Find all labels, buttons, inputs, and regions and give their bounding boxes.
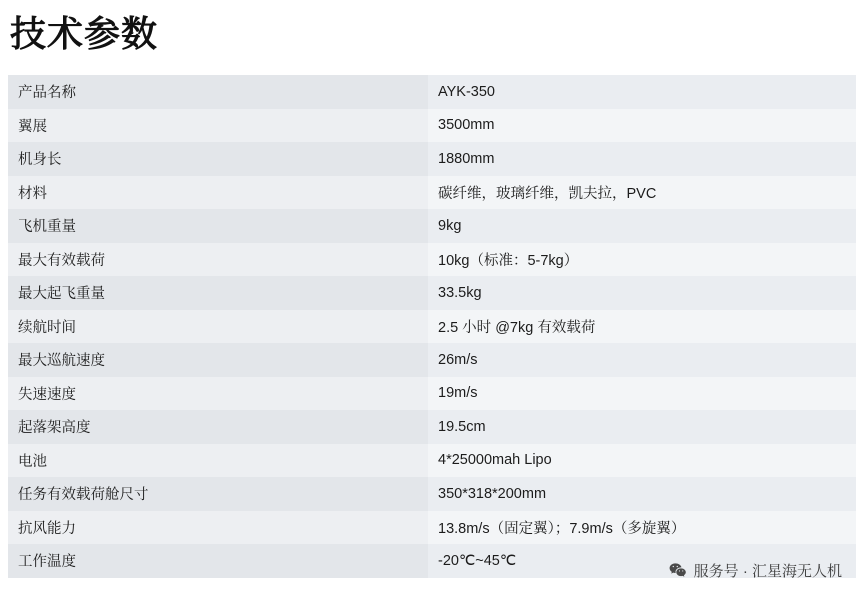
spec-value: 碳纤维，玻璃纤维，凯夫拉，PVC bbox=[428, 176, 856, 210]
table-row bbox=[8, 142, 856, 176]
table-row bbox=[8, 377, 856, 411]
spec-value: 9kg bbox=[428, 209, 856, 243]
spec-label: 飞机重量 bbox=[8, 209, 428, 243]
spec-label: 任务有效载荷舱尺寸 bbox=[8, 477, 428, 511]
table-row bbox=[8, 310, 856, 344]
specifications-table-body bbox=[8, 75, 856, 578]
table-row bbox=[8, 410, 856, 444]
page-title: 技术参数 bbox=[10, 13, 159, 54]
spec-label: 抗风能力 bbox=[8, 511, 428, 545]
table-row bbox=[8, 176, 856, 210]
spec-value: 19m/s bbox=[428, 377, 856, 411]
spec-label: 最大起飞重量 bbox=[8, 276, 428, 310]
spec-label: 材料 bbox=[8, 176, 428, 210]
spec-label: 产品名称 bbox=[8, 75, 428, 109]
spec-value: 1880mm bbox=[428, 142, 856, 176]
spec-value: 10kg（标准：5-7kg） bbox=[428, 243, 856, 277]
spec-value: 19.5cm bbox=[428, 410, 856, 444]
table-row bbox=[8, 444, 856, 478]
table-row bbox=[8, 209, 856, 243]
spec-label: 起落架高度 bbox=[8, 410, 428, 444]
spec-value: AYK-350 bbox=[428, 75, 856, 109]
spec-value: -20℃~45℃ bbox=[428, 544, 856, 578]
table-row bbox=[8, 343, 856, 377]
spec-value: 2.5 小时 @7kg 有效载荷 bbox=[428, 310, 856, 344]
table-row bbox=[8, 477, 856, 511]
watermark-text: 服务号 · 汇星海无人机 bbox=[693, 563, 842, 580]
table-row bbox=[8, 276, 856, 310]
spec-label: 机身长 bbox=[8, 142, 428, 176]
spec-value: 13.8m/s（固定翼）；7.9m/s（多旋翼） bbox=[428, 511, 856, 545]
table-row bbox=[8, 511, 856, 545]
table-row bbox=[8, 243, 856, 277]
spec-label: 翼展 bbox=[8, 109, 428, 143]
spec-label: 电池 bbox=[8, 444, 428, 478]
spec-value: 33.5kg bbox=[428, 276, 856, 310]
specifications-table bbox=[8, 75, 856, 578]
spec-value: 4*25000mah Lipo bbox=[428, 444, 856, 478]
spec-value: 350*318*200mm bbox=[428, 477, 856, 511]
spec-label: 续航时间 bbox=[8, 310, 428, 344]
wechat-icon bbox=[668, 561, 687, 580]
table-row bbox=[8, 75, 856, 109]
spec-label: 最大巡航速度 bbox=[8, 343, 428, 377]
spec-value: 26m/s bbox=[428, 343, 856, 377]
spec-label: 工作温度 bbox=[8, 544, 428, 578]
spec-label: 失速速度 bbox=[8, 377, 428, 411]
watermark bbox=[668, 560, 842, 581]
spec-label: 最大有效载荷 bbox=[8, 243, 428, 277]
table-row bbox=[8, 109, 856, 143]
spec-value: 3500mm bbox=[428, 109, 856, 143]
